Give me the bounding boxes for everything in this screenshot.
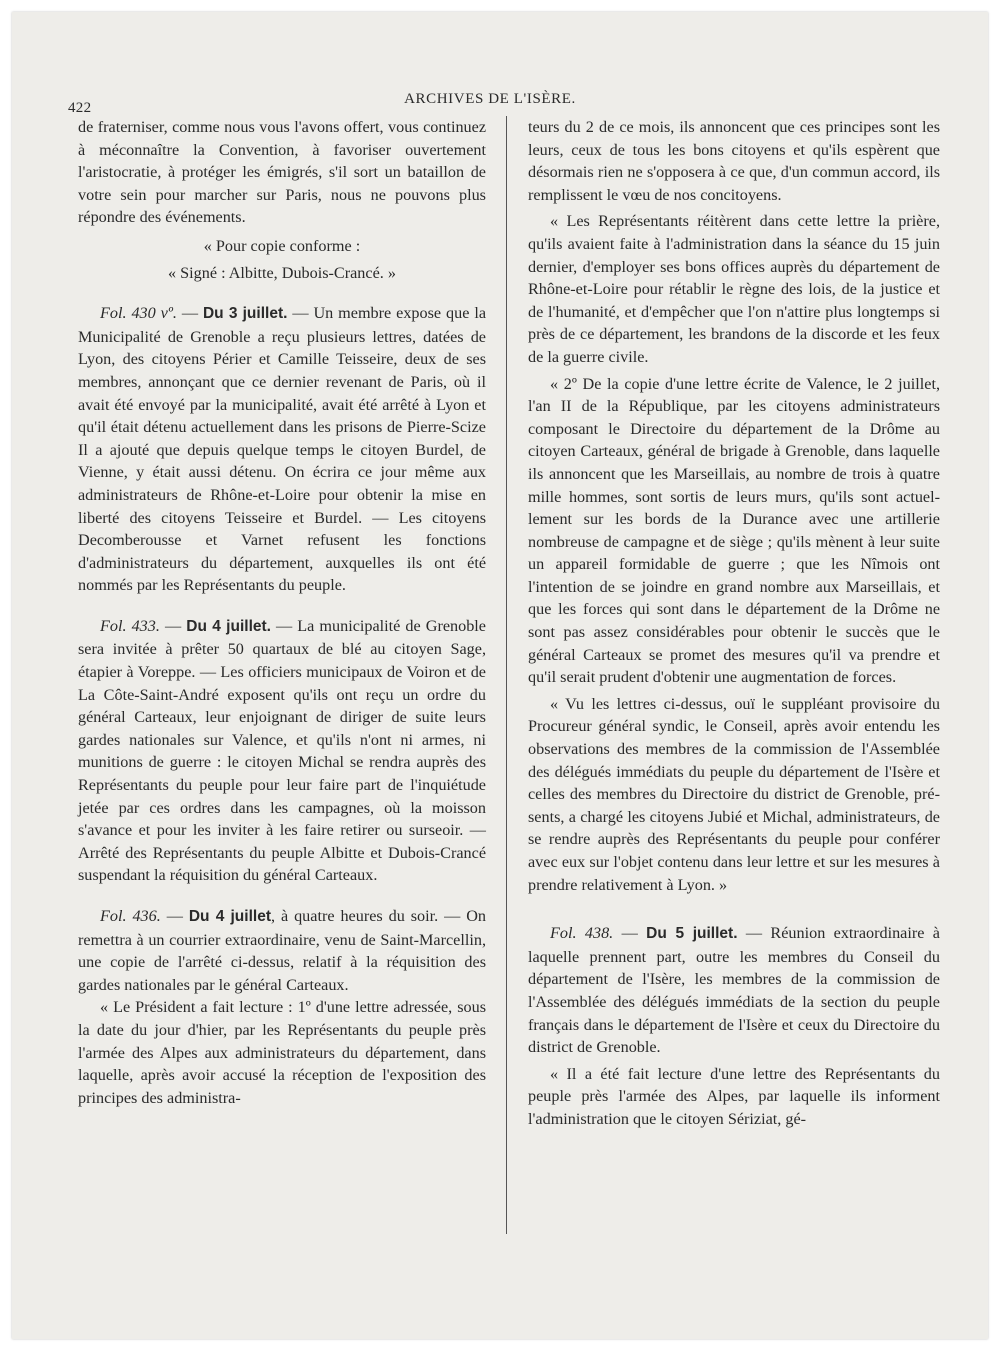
- left-column: [78, 116, 486, 1109]
- running-title: ARCHIVES DE L'ISÈRE.: [404, 91, 576, 107]
- signature-line: « Signé : Albitte, Dubois-Crancé. »: [168, 263, 396, 282]
- paragraph: de fraterniser, comme nous vous l'avons offert, vous continuez à méconnaître la Convention, à favoriser ouvertement l'aristocratie, à protéger les émigrés, s'il sort un bataillon de votre sein pour marcher sur Paris, nous ne pouvons plus répondre des événements.: [78, 118, 486, 227]
- folio-ref: Fol. 436.: [100, 907, 161, 925]
- dash: —: [160, 907, 189, 925]
- dash: —: [613, 924, 647, 943]
- page-number: 422: [68, 100, 92, 116]
- entry-text: , à quatre heures du soir. — On remettra à un courrier extraordinaire, venu de Saint-Marcellin, une copie de l'arrêté ci-dessus, relatif à la réquisition des gardes nationales par le général Carteaux.: [78, 907, 487, 994]
- paragraph: « Il a été fait lecture d'une lettre des Représentants du peuple près l'armée des Alpes, par laquelle ils informent l'administration que le citoyen Sériziat, gé-: [528, 1064, 940, 1128]
- paragraph: « Le Président a fait lecture : 1º d'une lettre adressée, sous la date du jour d'hier, par les Représentants du peuple près l'armée des Alpes aux administrateurs du département, dans laquelle, après avoir accusé la réception de l'exposition des principes des administra-: [78, 998, 486, 1107]
- right-column: [528, 116, 940, 1131]
- entry-5-juillet: [528, 922, 940, 1059]
- dash: —: [176, 304, 203, 323]
- paragraph: « Vu les lettres ci-dessus, ouï le suppléant provisoire du Procureur général syndic, le Conseil, après avoir entendu les observations des membres de la commission de l'Assemblée des délégués immédiats du peuple du département de l'Isère et celles des membres du Directoire du district de Grenoble, présents, a chargé les citoyens Jubié et Michal, administrateurs, de se rendre auprès des Représentants du peuple pour conférer avec eux sur l'objet contenu dans leur lettre et sur les mesures à prendre relativement à Lyon. »: [528, 694, 940, 894]
- column-divider: [506, 116, 507, 1234]
- paragraph: « 2º De la copie d'une lettre écrite de Valence, le 2 juillet, l'an II de la République, par les citoyens administrateurs composant le Directoire du département de la Drôme au citoyen Carteaux, général de brigade à Grenoble, dans laquelle ils annoncent que les Marseillais, au nombre de trois à quatre mille hommes, sont sortis de leurs murs, qu'ils sont actuellement sur les bords de la Durance avec une artillerie nombreuse de campagne et de siège ; qu'ils mènent à leur suite un appareil formidable de guerre ; que les Nîmois ont l'intention de se joindre en grand nombre aux Marseillais, et que les forces qui sont dans le département de la Drôme ne sont pas assez considérables pour obtenir le succès que le général Carteaux se promet des mesures qu'il va prendre et qu'il serait prudent d'obtenir une augmentation de forces.: [528, 374, 940, 687]
- entry-4-juillet: [78, 615, 486, 887]
- paragraph: teurs du 2 de ce mois, ils annoncent que ces principes sont les leurs, ceux de tous les bons citoyens et qu'ils espèrent que désormais rien ne s'opposera à ce que, d'un commun accord, ils remplissent le vœu de nos concitoyens.: [528, 118, 940, 204]
- paragraph: « Les Représentants réitèrent dans cette lettre la prière, qu'ils avaient faite à l'administration dans la séance du 15 juin dernier, d'employer ses bons offices auprès du département de Rhône-et-Loire pour rétablir le règne des lois, de la justice et de l'humanité, et d'empêcher que l'on n'attire plus longtemps si près de ce département, les brandons de la discorde et les feux de la guerre civile.: [528, 212, 940, 366]
- entry-date: Du 4 juillet.: [186, 617, 271, 635]
- folio-ref: Fol. 433.: [100, 616, 160, 635]
- entry-date: Du 5 juillet.: [646, 925, 738, 943]
- entry-date: Du 3 juillet.: [202, 305, 288, 323]
- folio-ref: Fol. 430 vº.: [100, 304, 177, 323]
- entry-text: — Un membre expose que la Municipalité de Grenoble a reçu plusieurs lettres, datées de Lyon, des citoyens Périer et Camille Teisseire, deux de ses membres, annonçant que ce dernier revenant de Paris, où il avait été envoyé par la municipalité, avait été arrêté à Lyon et qu'il était détenu actuellement dans les prisons de Pierre-Scize Il a ajouté que depuis quelque temps le citoyen Burdel, de Vienne, y était aussi détenu. On écrira ce jour même aux administrateurs de Rhône-et-Loire pour obtenir la mise en liberté des citoyens Teisseire et Burdel. — Les citoyens Decomberousse et Varnet refusent les fonctions d'administrateurs du département, auxquelles ils ont été nommés par les Représentants du peuple.: [78, 304, 487, 595]
- dash: —: [159, 616, 187, 635]
- entry-text: — Réunion extraordinaire à laquelle prennent part, outre les membres du Conseil du département de l'Isère, les membres de la commission de l'Assemblée des délégués immédiats de la section du peuple français dans le département de l'Isère et ceux du Directoire du district de Grenoble.: [528, 924, 940, 1057]
- entry-date: Du 4 juillet: [188, 908, 271, 925]
- entry-3-juillet: [78, 302, 486, 597]
- folio-ref: Fol. 438.: [550, 924, 614, 943]
- entry-4-juillet-soir: [78, 905, 486, 996]
- copy-conforme: « Pour copie conforme :: [203, 236, 361, 255]
- entry-text: — La municipalité de Grenoble sera invitée à prêter 50 quartaux de blé au citoyen Sage, étapier à Voreppe. — Les officiers municipaux de Voiron et de La Côte-Saint-André exposent qu'ils ont reçu un ordre du général Carteaux, leur enjoignant de diriger de suite leurs gardes nationales sur Valence, et qu'ils n'ont ni armes, ni munitions de guerre : le citoyen Michal se rendra auprès des Représentants du peuple pour leur faire part de l'inquiétude jetée par ces ordres dans les campagnes, où la moisson s'avance et pour les inviter à les faire retirer ou surseoir. — Arrêté des Représentants du peuple Albitte et Dubois-Crancé suspendant la réquisition du général Carteaux.: [78, 616, 486, 885]
